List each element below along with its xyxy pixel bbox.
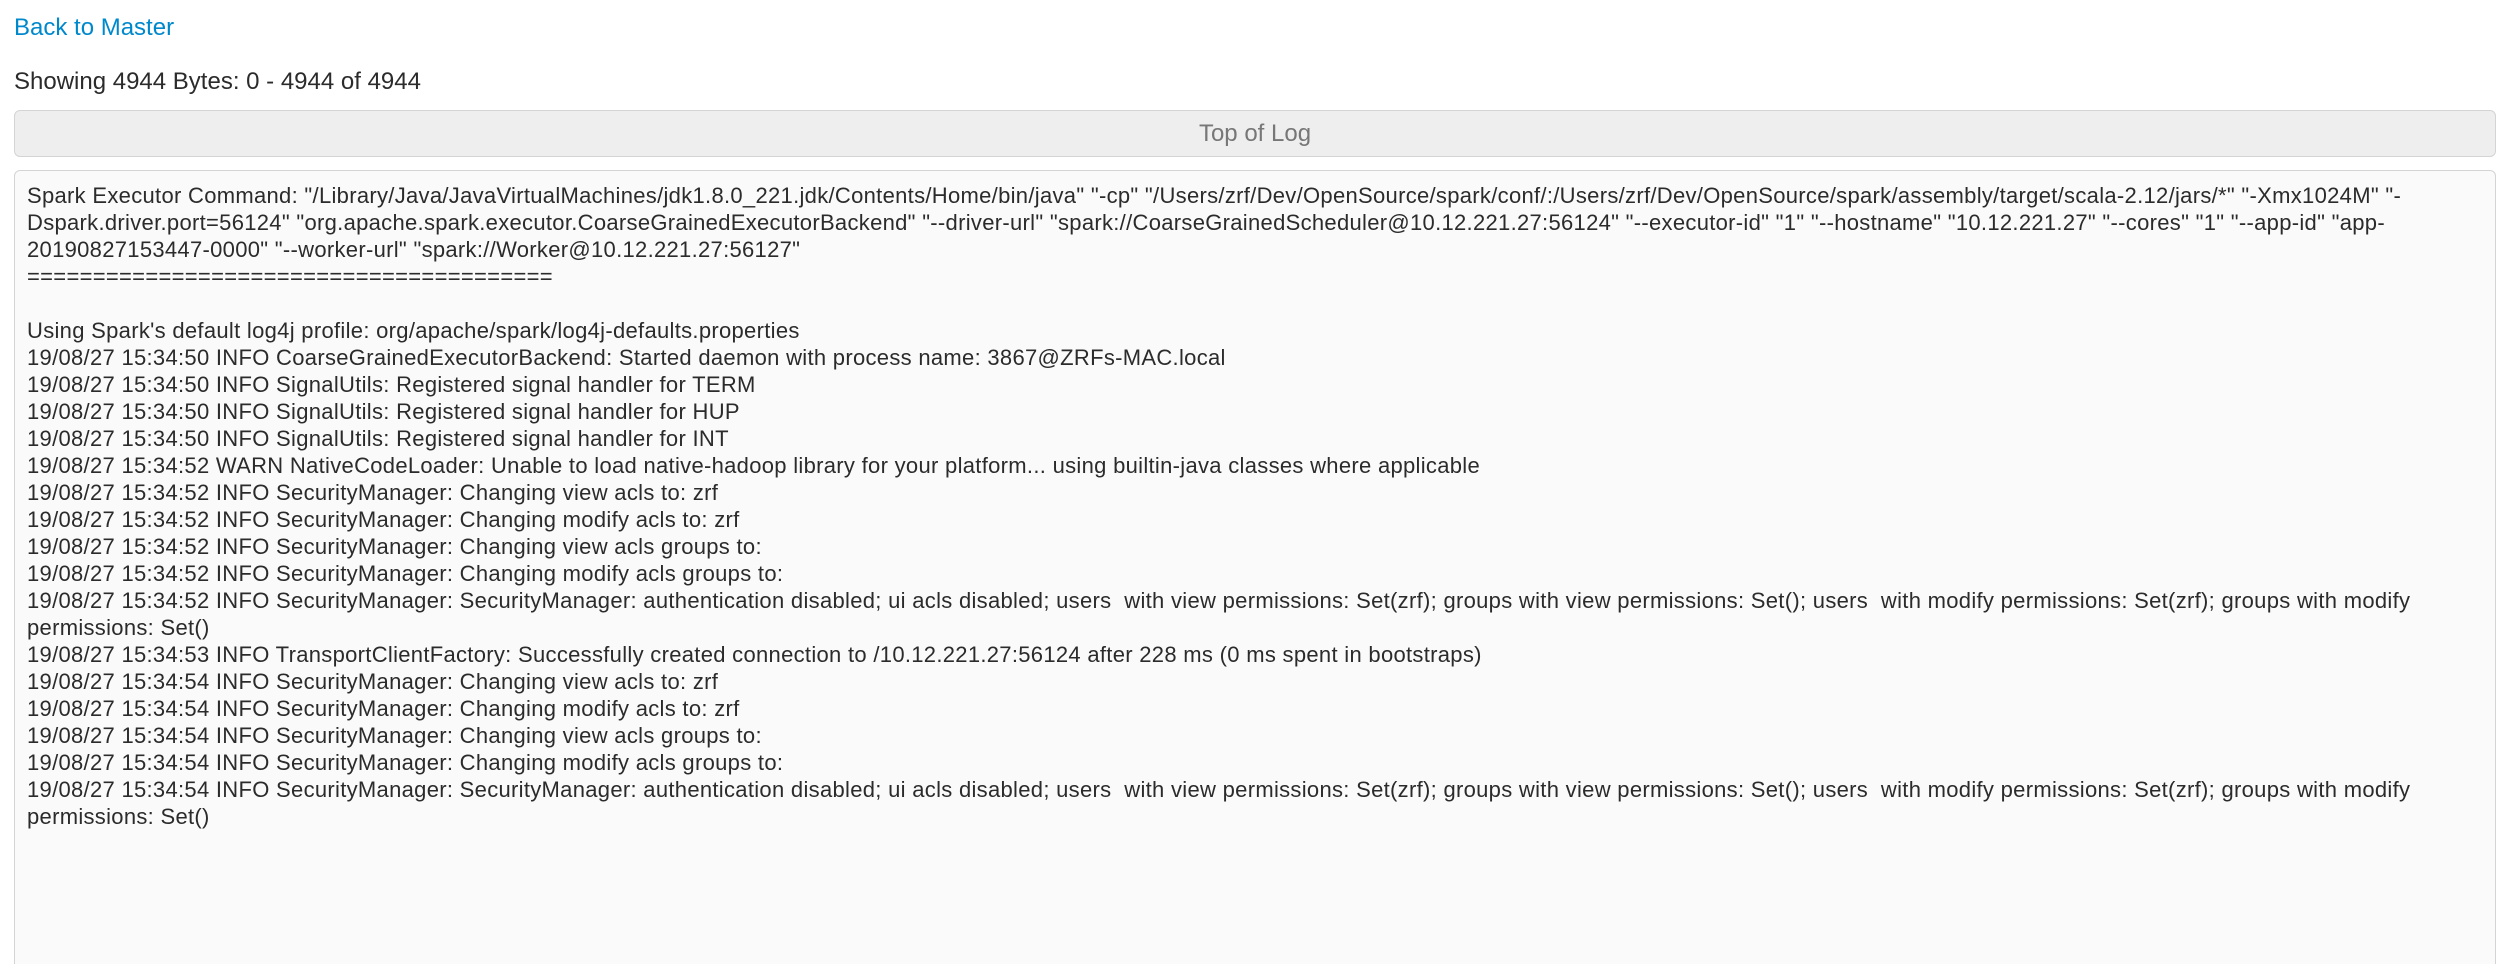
log-line: 19/08/27 15:34:52 INFO SecurityManager: Changing view acls to: zrf: [27, 480, 719, 505]
log-line: 19/08/27 15:34:54 INFO SecurityManager: Changing modify acls to: zrf: [27, 696, 740, 721]
log-header-title: Top of Log: [1198, 119, 1312, 147]
log-line: 19/08/27 15:34:50 INFO SignalUtils: Registered signal handler for HUP: [27, 399, 740, 424]
log-line: 19/08/27 15:34:53 INFO TransportClientFactory: Successfully created connection to /10.12.221.27:56124 after 228 ms (0 ms spent in bootstraps): [27, 642, 1482, 667]
log-line: 19/08/27 15:34:50 INFO SignalUtils: Registered signal handler for TERM: [27, 372, 756, 397]
log-line: [27, 290, 2483, 317]
log-line: Spark Executor Command: "/Library/Java/JavaVirtualMachines/jdk1.8.0_221.jdk/Contents/Home/bin/java" "-cp" "/Users/zrf/Dev/OpenSource/spark/conf/:/Users/zrf/Dev/OpenSource/spark/assembly/target/scala-2.12/jars/*" "-Xmx1024M" "-Dspark.driver.port=56124" "org.apache.spark.executor.CoarseGrainedExecutorBackend" "--driver-url" "spark://CoarseGrainedScheduler@10.12.221.27:56124" "--executor-id" "1" "--hostname" "10.12.221.27" "--cores" "1" "--app-id" "app-20190827153447-0000" "--worker-url" "spark://Worker@10.12.221.27:56127": [27, 183, 2402, 262]
byte-range-status: Showing 4944 Bytes: 0 - 4944 of 4944: [14, 68, 421, 95]
log-line: 19/08/27 15:34:54 INFO SecurityManager: Changing view acls to: zrf: [27, 669, 719, 694]
back-to-master-link[interactable]: Back to Master: [14, 14, 175, 41]
log-line: ========================================: [27, 264, 553, 289]
log-content: [14, 170, 2496, 964]
log-line: 19/08/27 15:34:50 INFO SignalUtils: Registered signal handler for INT: [27, 426, 729, 451]
log-line: 19/08/27 15:34:52 INFO SecurityManager: Changing modify acls groups to:: [27, 561, 784, 586]
log-line: 19/08/27 15:34:54 INFO SecurityManager: Changing modify acls groups to:: [27, 750, 784, 775]
log-line: 19/08/27 15:34:52 WARN NativeCodeLoader: Unable to load native-hadoop library for your platform... using builtin-java classes where applicable: [27, 453, 1481, 478]
log-line: 19/08/27 15:34:52 INFO SecurityManager: SecurityManager: authentication disabled; ui acls disabled; users with view permissions: Set(zrf); groups with view permissions: Set(); users with modify permissions: Set(zrf); groups with modify permissions: Set(): [27, 588, 2417, 640]
log-line: 19/08/27 15:34:50 INFO CoarseGrainedExecutorBackend: Started daemon with process name: 3867@ZRFs-MAC.local: [27, 345, 1226, 370]
log-line: Using Spark's default log4j profile: org/apache/spark/log4j-defaults.properties: [27, 318, 800, 343]
log-header-bar: [14, 110, 2496, 157]
log-line: 19/08/27 15:34:52 INFO SecurityManager: Changing view acls groups to:: [27, 534, 762, 559]
log-line: 19/08/27 15:34:52 INFO SecurityManager: Changing modify acls to: zrf: [27, 507, 740, 532]
log-line: 19/08/27 15:34:54 INFO SecurityManager: Changing view acls groups to:: [27, 723, 762, 748]
log-line: 19/08/27 15:34:54 INFO SecurityManager: SecurityManager: authentication disabled; ui acls disabled; users with view permissions: Set(zrf); groups with view permissions: Set(); users with modify permissions: Set(zrf); groups with modify permissions: Set(): [27, 777, 2417, 829]
